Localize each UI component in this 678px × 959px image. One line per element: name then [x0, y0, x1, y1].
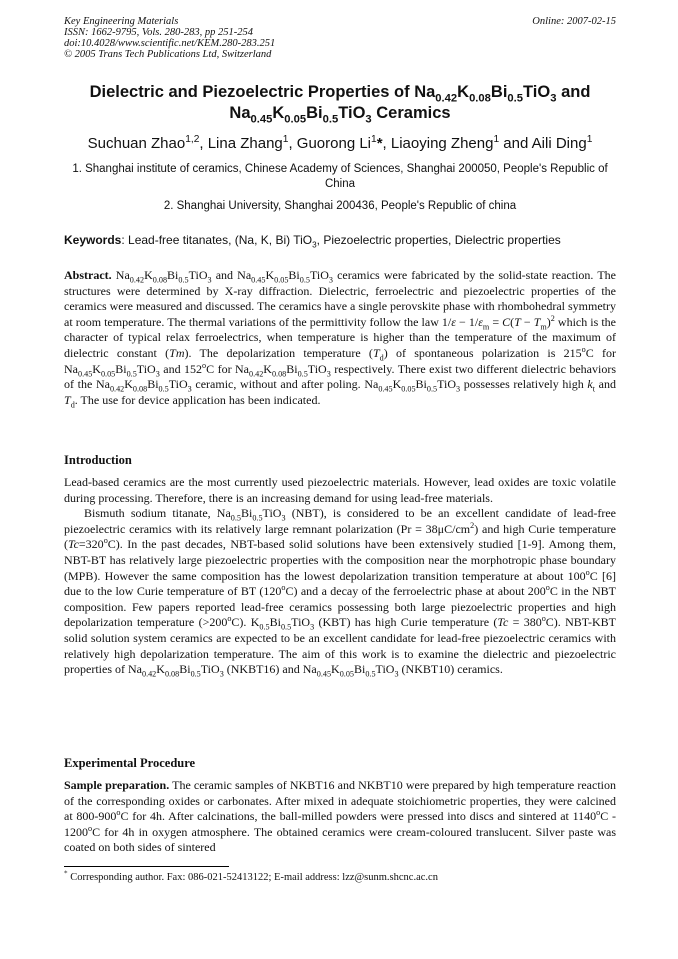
keywords: Keywords: Lead-free titanates, (Na, K, Bi) TiO$_3$, Piezoelectric properties, Dielectric properties: [64, 233, 561, 250]
journal-name: Key Engineering Materials: [64, 16, 179, 27]
experimental-heading: Experimental Procedure: [64, 756, 196, 770]
affiliation-2: 2. Shanghai University, Shanghai 200436, People's Republic of china: [163, 200, 517, 212]
journal-header: [64, 16, 616, 60]
footnote-divider: [64, 866, 229, 867]
online-date: Online: 2007-02-15: [532, 16, 616, 27]
introduction-text: Lead-based ceramics are the most currently used piezoelectric materials. However, lead oxides are toxic volatile during processing. Therefore, there is an increasing demand for using lead-free materials. Bismuth sodium titanate, $Na_{0.5}Bi_{0.5}TiO_3$ (NBT), is considered to be an excellent candidate of lead-free piezoelectric ceramics with its relatively large remnant polarization $(Pr = 38\mu C/cm^2)$ and high Curie temperature $(Tc=320^oC)$. In the past decades, NBT-based solid solutions have been extensively studied [1-9]. Among them, NBT-BT has relatively large piezoelectric properties with the composition near the morphotropic phase boundary (MPB). However the same composition has the lowest depolarization transition temperature at about 100$^o$C [6] due to the low Curie temperature of BT (120$^o$C) and a decay of the ferroelectric phase at about 200$^o$C in the NBT composition. Few papers reported lead-free ceramics possessing both large piezoelectric properties and high depolarization temperature $(>200^oC)$. $K_{0.5}Bi_{0.5}TiO_3$ (KBT) has high Curie temperature $(Tc = 380^oC)$. NBT-KBT solid solution system ceramics are expected to be an excellent candidate for lead-free piezoelectric ceramics with relatively high depolarization temperature. The aim of this work is to examine the dielectric and piezoelectric properties of $Na_{0.42}K_{0.08}Bi_{0.5}TiO_3$ (NKBT16) and $Na_{0.45}K_{0.05}Bi_{0.5}TiO_3$ (NKBT10) ceramics.: [64, 475, 617, 679]
paper-title: Dielectric and Piezoelectric Properties of $Na_{0.42}K_{0.08}Bi_{0.5}TiO_3$ and $Na_{0.45}K_{0.05}Bi_{0.5}TiO_3$ Ceramics: [89, 83, 591, 126]
footnote: * Corresponding author. Fax: 086-021-52413122; E-mail address: lzz@sunm.shcnc.ac.cn: [64, 869, 438, 883]
introduction-heading: Introduction: [64, 453, 132, 467]
issn-line: ISSN: 1662-9795, Vols. 280-283, pp 251-254: [64, 27, 253, 38]
sample-preparation-text: Sample preparation. The ceramic samples of NKBT16 and NKBT10 were prepared by high temperature reaction of the corresponding oxides or carbonates. After mixed in adequate stoichiometric properties, they were calcined at 800-900$^o$C for 4h. After calcinations, the ball-milled powders were pressed into discs and sintered at 1140$^o$C - 1200$^o$C for 4h in oxygen atmosphere. The obtained ceramics were cream-coloured translucent. Silver paste was coated on both sides of sintered: [64, 778, 616, 855]
abstract: Abstract. $Na_{0.42}K_{0.08}Bi_{0.5}TiO_3$ and $Na_{0.45}K_{0.05}Bi_{0.5}TiO_3$ ceramics were fabricated by the solid-state reaction. The structures were determined by X-ray diffraction. Dielectric, ferroelectric and piezoelectric properties of the ceramics were measured and discussed. The ceramics have a single perovskite phase with rhombohedral symmetry at room temperature. The thermal variations of the permittivity follow the law $1/\varepsilon - 1/\varepsilon_m = C(T - T_m)^2$ which is the character of typical relax ferroelectrics, when temperature is higher than the temperature of the maximum of dielectric constant (Tm). The depolarization temperature $(T_d)$ of spontaneous polarization is 215$^o$C for $Na_{0.45}K_{0.05}Bi_{0.5}TiO_3$ and 152$^o$C for $Na_{0.42}K_{0.08}Bi_{0.5}TiO_3$ respectively. There exist two different dielectric behaviors of the $Na_{0.42}K_{0.08}Bi_{0.5}TiO_3$ ceramic, without and after poling. $Na_{0.45}K_{0.05}Bi_{0.5}TiO_3$ possesses relatively high $k_t$ and $T_d$. The use for device application has been indicated.: [64, 268, 617, 410]
affiliation-1: 1. Shanghai institute of ceramics, Chinese Academy of Sciences, Shanghai 200050, People's Republic of China: [72, 163, 608, 190]
copyright-line: © 2005 Trans Tech Publications Ltd, Switzerland: [64, 49, 272, 60]
author-list: Suchuan Zhao$^{1,2}$, Lina Zhang$^1$, Guorong Li$^1$*, Liaoying Zheng$^1$ and Aili Ding$^1$: [87, 134, 593, 152]
doi-line: doi:10.4028/www.scientific.net/KEM.280-283.251: [64, 38, 276, 49]
